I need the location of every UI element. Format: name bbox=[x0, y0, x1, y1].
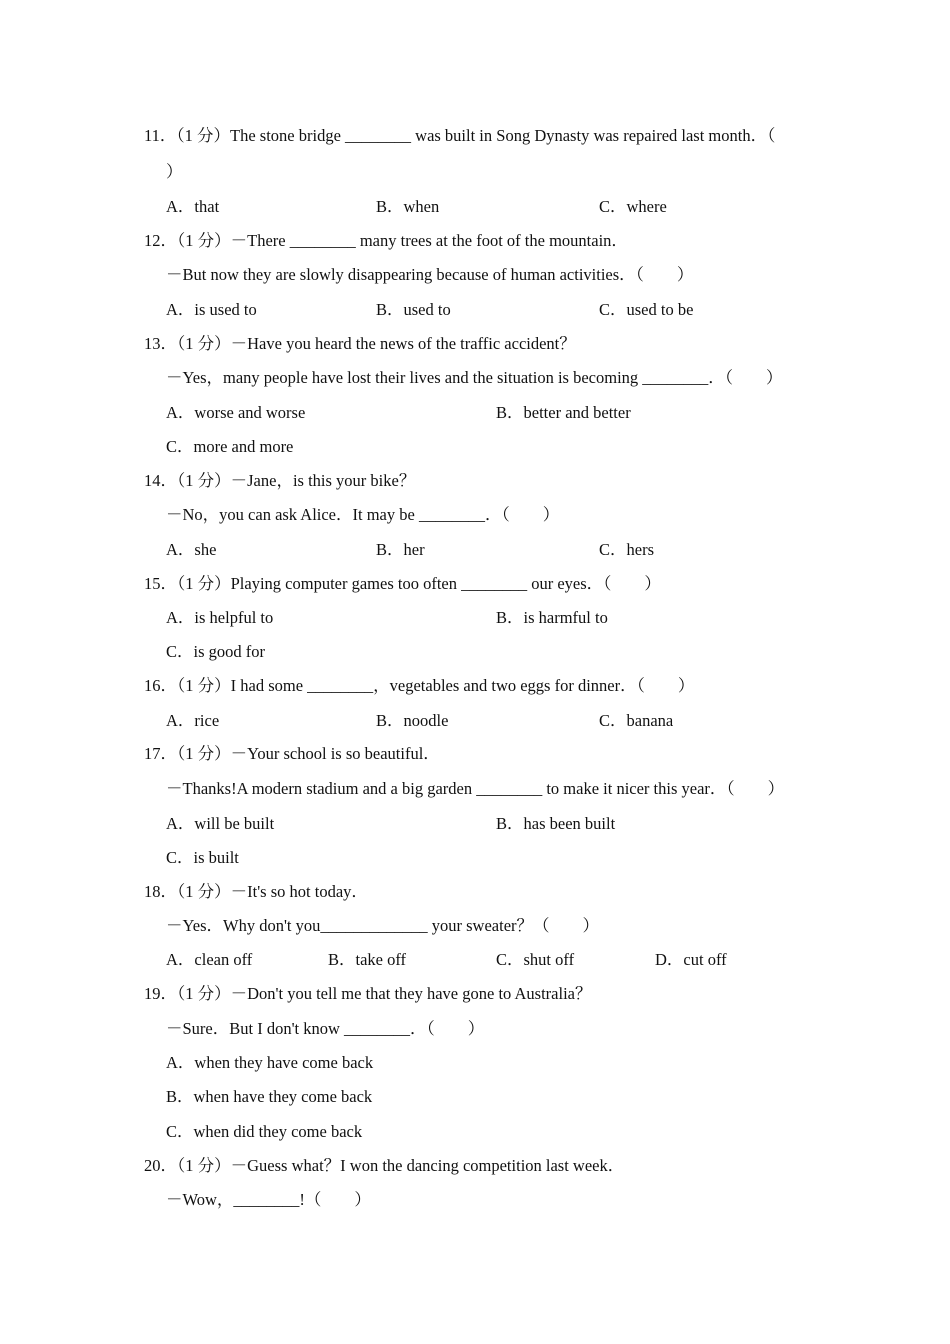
question-stem: （1 分）－Don't you tell me that they have gone to Australia？ bbox=[177, 984, 592, 1003]
question-12-reply: －But now they are slowly disappearing because of human activities．（ ） bbox=[166, 265, 694, 284]
question-stem: （1 分）－It's so hot today． bbox=[177, 882, 368, 901]
option-c[interactable]: C．is good for bbox=[166, 642, 265, 661]
option-a[interactable]: A．worse and worse bbox=[166, 403, 306, 422]
question-11 bbox=[144, 126, 775, 146]
option-a[interactable]: A．is helpful to bbox=[166, 608, 274, 627]
option-c[interactable]: C．banana bbox=[599, 711, 674, 730]
option-b[interactable]: B．noodle bbox=[376, 711, 449, 730]
question-stem: （1 分）I had some ________，vegetables and two eggs for dinner．（ ） bbox=[177, 676, 695, 695]
question-14 bbox=[144, 471, 415, 491]
option-b[interactable]: B．better and better bbox=[496, 403, 631, 422]
question-stem: （1 分）The stone bridge ________ was built in Song Dynasty was repaired last month．（ bbox=[176, 126, 776, 145]
question-13-reply: －Yes，many people have lost their lives and the situation is becoming ________．（ ） bbox=[166, 368, 783, 387]
question-number: 12． bbox=[144, 231, 177, 250]
question-stem: （1 分）－Jane，is this your bike？ bbox=[177, 471, 416, 490]
option-a[interactable]: A．when they have come back bbox=[166, 1053, 374, 1072]
question-19-reply: －Sure．But I don't know ________．（ ） bbox=[166, 1019, 485, 1038]
question-20-reply: －Wow，________!（ ） bbox=[166, 1190, 371, 1209]
question-17-reply: －Thanks!A modern stadium and a big garden ________ to make it nicer this year．（ ） bbox=[166, 779, 785, 798]
question-number: 19． bbox=[144, 984, 177, 1003]
option-c[interactable]: C．hers bbox=[599, 540, 654, 559]
option-a[interactable]: A．that bbox=[166, 197, 220, 216]
question-14-reply: －No，you can ask Alice．It may be ________．（ ） bbox=[166, 505, 560, 524]
question-number: 13． bbox=[144, 334, 177, 353]
option-a[interactable]: A．is used to bbox=[166, 300, 257, 319]
option-c[interactable]: C．when did they come back bbox=[166, 1122, 363, 1141]
question-number: 16． bbox=[144, 676, 177, 695]
question-18-reply: －Yes．Why don't you_____________ your sweater？（ ） bbox=[166, 916, 600, 935]
question-17 bbox=[144, 744, 440, 764]
option-c[interactable]: C．is built bbox=[166, 848, 239, 867]
option-c[interactable]: C．more and more bbox=[166, 437, 294, 456]
option-b[interactable]: B．when bbox=[376, 197, 440, 216]
option-c[interactable]: C．shut off bbox=[496, 950, 575, 969]
option-b[interactable]: B．has been built bbox=[496, 814, 616, 833]
question-12 bbox=[144, 231, 628, 251]
option-a[interactable]: A．she bbox=[166, 540, 217, 559]
option-b[interactable]: B．is harmful to bbox=[496, 608, 608, 627]
option-a[interactable]: A．rice bbox=[166, 711, 220, 730]
option-b[interactable]: B．take off bbox=[328, 950, 407, 969]
option-a[interactable]: A．will be built bbox=[166, 814, 275, 833]
question-18 bbox=[144, 882, 368, 902]
option-c[interactable]: C．where bbox=[599, 197, 667, 216]
question-13 bbox=[144, 334, 576, 354]
question-19 bbox=[144, 984, 591, 1004]
question-number: 14． bbox=[144, 471, 177, 490]
option-b[interactable]: B．when have they come back bbox=[166, 1087, 373, 1106]
question-stem: （1 分）－Have you heard the news of the traffic accident？ bbox=[177, 334, 576, 353]
option-a[interactable]: A．clean off bbox=[166, 950, 253, 969]
option-d[interactable]: D．cut off bbox=[655, 950, 727, 969]
question-number: 17． bbox=[144, 744, 177, 763]
question-11-continuation: ） bbox=[166, 162, 183, 181]
question-stem: （1 分）－Guess what？I won the dancing competition last week． bbox=[177, 1156, 625, 1175]
question-16 bbox=[144, 676, 694, 696]
option-b[interactable]: B．used to bbox=[376, 300, 451, 319]
question-stem: （1 分）Playing computer games too often ________ our eyes．（ ） bbox=[177, 574, 661, 593]
question-number: 20． bbox=[144, 1156, 177, 1175]
question-number: 18． bbox=[144, 882, 177, 901]
question-15 bbox=[144, 574, 661, 594]
question-number: 11． bbox=[144, 126, 177, 145]
option-b[interactable]: B．her bbox=[376, 540, 425, 559]
question-stem: （1 分）－There ________ many trees at the foot of the mountain． bbox=[177, 231, 628, 250]
question-number: 15． bbox=[144, 574, 177, 593]
option-c[interactable]: C．used to be bbox=[599, 300, 694, 319]
question-20 bbox=[144, 1156, 624, 1176]
question-stem: （1 分）－Your school is so beautiful． bbox=[177, 744, 440, 763]
